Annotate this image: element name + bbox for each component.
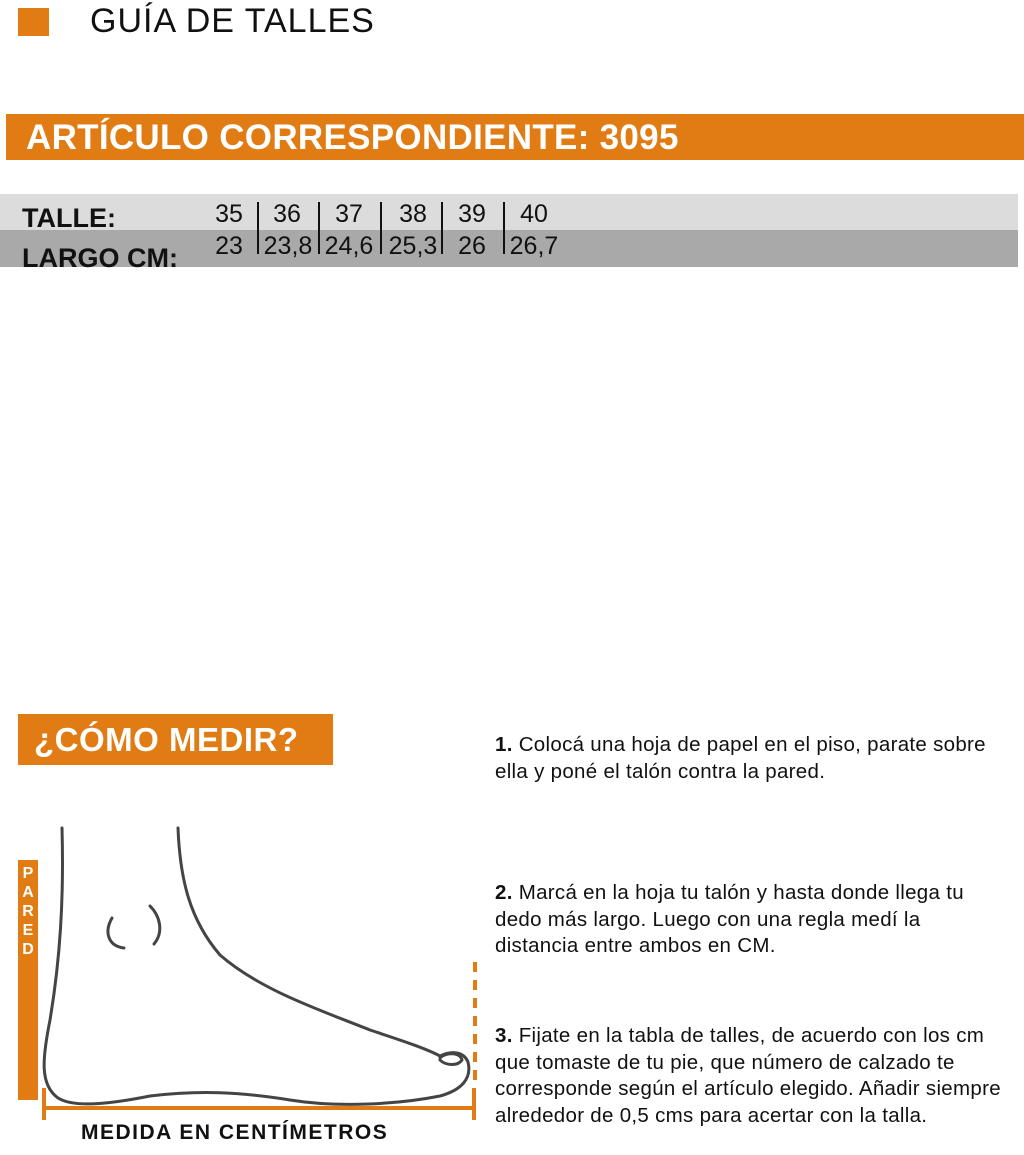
column-divider [257, 202, 259, 254]
title-square-marker [18, 8, 49, 36]
step-number: 1. [495, 733, 513, 756]
step-2 [495, 880, 1005, 960]
article-banner [6, 114, 1024, 160]
step-text: Colocá una hoja de papel en el piso, parate sobre ella y poné el talón contra la pared. [495, 733, 986, 783]
talle-label: TALLE: [22, 203, 116, 233]
size-cell: 38 [399, 200, 427, 228]
step-number: 2. [495, 881, 513, 904]
page-title: GUÍA DE TALLES [90, 2, 375, 40]
article-label: ARTÍCULO CORRESPONDIENTE: 3095 [26, 118, 679, 157]
wall-letter: P [22, 865, 34, 882]
size-cell: 39 [458, 200, 486, 228]
length-cell: 23 [215, 232, 243, 260]
wall-letter: D [22, 941, 34, 958]
step-number: 3. [495, 1024, 513, 1047]
size-cell: 40 [520, 200, 548, 228]
foot-illustration [0, 820, 500, 1120]
length-cell: 25,3 [388, 232, 438, 260]
column-divider [380, 202, 382, 254]
wall-letter: A [22, 884, 34, 901]
largo-label: LARGO CM: [22, 243, 178, 273]
size-cell: 36 [273, 200, 301, 228]
wall-letter: R [22, 903, 34, 920]
length-cell: 23,8 [263, 232, 313, 260]
length-cell: 24,6 [324, 232, 374, 260]
wall-letter: E [22, 922, 34, 939]
length-cell: 26 [458, 232, 486, 260]
how-to-measure-title: ¿CÓMO MEDIR? [34, 721, 299, 758]
step-1 [495, 732, 1005, 785]
size-cell: 35 [215, 200, 243, 228]
column-divider [441, 202, 443, 254]
measure-label: MEDIDA EN CENTÍMETROS [81, 1121, 389, 1144]
step-3 [495, 1023, 1005, 1129]
column-divider [503, 202, 505, 254]
column-divider [318, 202, 320, 254]
step-text: Marcá en la hoja tu talón y hasta donde llega tu dedo más largo. Luego con una regla medí la distancia entre ambos en CM. [495, 881, 964, 957]
length-cell: 26,7 [509, 232, 559, 260]
size-cell: 37 [335, 200, 363, 228]
how-to-measure-banner [18, 714, 333, 765]
step-text: Fijate en la tabla de talles, de acuerdo con los cm que tomaste de tu pie, que número de calzado te corresponde según el artículo elegido. Añadir siempre alrededor de 0,5 cms para acertar con la talla. [495, 1024, 1001, 1127]
